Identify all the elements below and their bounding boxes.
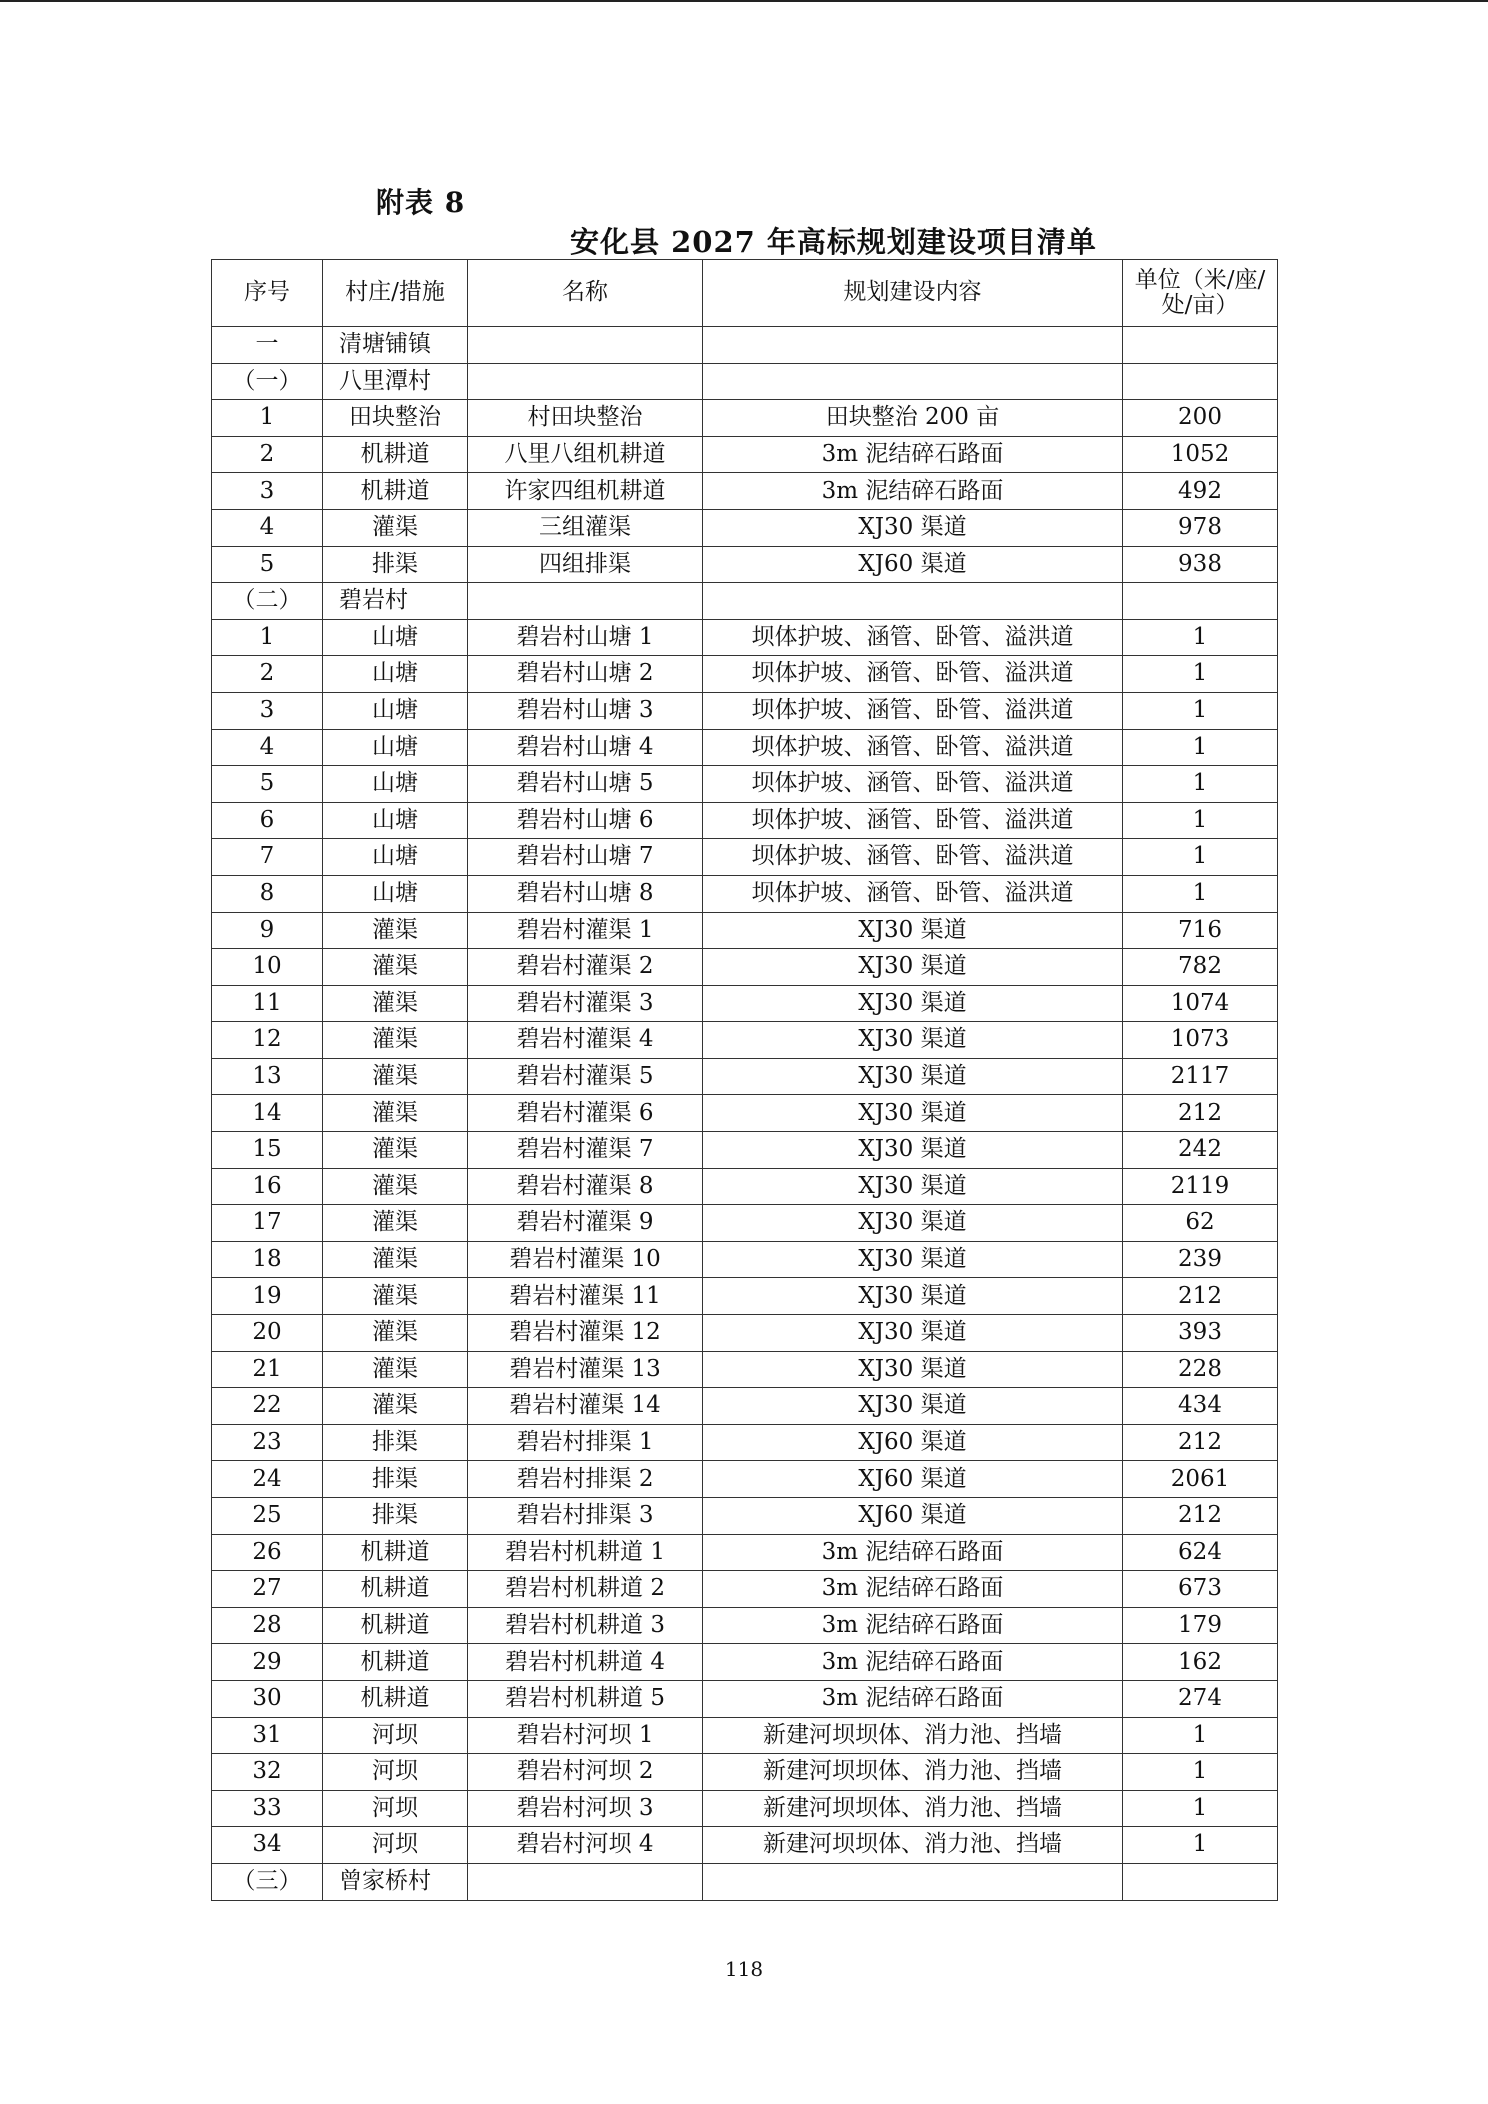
row-amount: 1: [1123, 1754, 1278, 1791]
row-number: 12: [212, 1022, 323, 1059]
row-name: 碧岩村山塘 3: [468, 692, 703, 729]
row-name: 碧岩村灌渠 10: [468, 1241, 703, 1278]
table-row: [212, 436, 1278, 473]
empty-cell: [468, 583, 703, 620]
table-row: [212, 656, 1278, 693]
row-number: 7: [212, 839, 323, 876]
row-content: 新建河坝坝体、消力池、挡墙: [703, 1827, 1123, 1864]
row-amount: 1: [1123, 839, 1278, 876]
row-amount: 1: [1123, 619, 1278, 656]
row-content: XJ30 渠道: [703, 912, 1123, 949]
row-content: 3m 泥结碎石路面: [703, 1571, 1123, 1608]
row-amount: 1052: [1123, 436, 1278, 473]
row-measure: 灌渠: [323, 1351, 468, 1388]
row-content: 3m 泥结碎石路面: [703, 1680, 1123, 1717]
row-number: 4: [212, 509, 323, 546]
table-body: [212, 327, 1278, 1901]
table-row: [212, 1388, 1278, 1425]
row-number: 2: [212, 656, 323, 693]
row-content: 3m 泥结碎石路面: [703, 1607, 1123, 1644]
row-number: 18: [212, 1241, 323, 1278]
table-row: [212, 1168, 1278, 1205]
row-name: 三组灌渠: [468, 509, 703, 546]
row-number: 16: [212, 1168, 323, 1205]
row-measure: 灌渠: [323, 985, 468, 1022]
row-measure: 灌渠: [323, 1168, 468, 1205]
row-amount: 1: [1123, 875, 1278, 912]
row-content: 坝体护坡、涵管、卧管、溢洪道: [703, 875, 1123, 912]
empty-cell: [468, 363, 703, 400]
row-name: 碧岩村河坝 1: [468, 1717, 703, 1754]
row-name: 碧岩村河坝 3: [468, 1790, 703, 1827]
row-amount: 1: [1123, 729, 1278, 766]
row-measure: 田块整治: [323, 400, 468, 437]
row-measure: 河坝: [323, 1827, 468, 1864]
header-content: 规划建设内容: [703, 260, 1123, 327]
row-name: 碧岩村机耕道 2: [468, 1571, 703, 1608]
row-number: 29: [212, 1644, 323, 1681]
row-name: 村田块整治: [468, 400, 703, 437]
row-measure: 河坝: [323, 1717, 468, 1754]
row-name: 碧岩村山塘 4: [468, 729, 703, 766]
empty-cell: [468, 327, 703, 364]
row-content: XJ30 渠道: [703, 1388, 1123, 1425]
row-measure: 机耕道: [323, 1644, 468, 1681]
row-number: 31: [212, 1717, 323, 1754]
row-number: 2: [212, 436, 323, 473]
row-content: XJ30 渠道: [703, 1095, 1123, 1132]
row-measure: 排渠: [323, 1461, 468, 1498]
row-name: 碧岩村山塘 5: [468, 766, 703, 803]
row-measure: 山塘: [323, 875, 468, 912]
row-number: 22: [212, 1388, 323, 1425]
row-content: XJ30 渠道: [703, 1315, 1123, 1352]
row-amount: 239: [1123, 1241, 1278, 1278]
row-amount: 938: [1123, 546, 1278, 583]
row-number: 11: [212, 985, 323, 1022]
section-name: 曾家桥村: [323, 1863, 468, 1900]
row-measure: 山塘: [323, 619, 468, 656]
row-measure: 灌渠: [323, 509, 468, 546]
row-amount: 228: [1123, 1351, 1278, 1388]
row-number: 24: [212, 1461, 323, 1498]
row-amount: 1: [1123, 1827, 1278, 1864]
row-content: 坝体护坡、涵管、卧管、溢洪道: [703, 619, 1123, 656]
row-amount: 212: [1123, 1095, 1278, 1132]
row-measure: 山塘: [323, 766, 468, 803]
row-name: 碧岩村灌渠 5: [468, 1058, 703, 1095]
row-number: 10: [212, 949, 323, 986]
row-name: 碧岩村灌渠 3: [468, 985, 703, 1022]
row-name: 碧岩村灌渠 8: [468, 1168, 703, 1205]
empty-cell: [1123, 1863, 1278, 1900]
row-content: 新建河坝坝体、消力池、挡墙: [703, 1754, 1123, 1791]
row-measure: 河坝: [323, 1790, 468, 1827]
row-name: 碧岩村河坝 4: [468, 1827, 703, 1864]
row-measure: 灌渠: [323, 1315, 468, 1352]
row-content: XJ30 渠道: [703, 1168, 1123, 1205]
row-name: 碧岩村机耕道 1: [468, 1534, 703, 1571]
row-measure: 灌渠: [323, 1022, 468, 1059]
row-amount: 212: [1123, 1278, 1278, 1315]
row-name: 碧岩村灌渠 9: [468, 1205, 703, 1242]
row-content: XJ60 渠道: [703, 1461, 1123, 1498]
table-row: [212, 473, 1278, 510]
section-name: 八里潭村: [323, 363, 468, 400]
row-amount: 782: [1123, 949, 1278, 986]
table-row: [212, 1827, 1278, 1864]
row-number: 25: [212, 1498, 323, 1535]
row-measure: 机耕道: [323, 436, 468, 473]
row-measure: 灌渠: [323, 949, 468, 986]
table-row: [212, 619, 1278, 656]
row-measure: 机耕道: [323, 473, 468, 510]
row-measure: 机耕道: [323, 1607, 468, 1644]
row-measure: 山塘: [323, 729, 468, 766]
row-measure: 山塘: [323, 692, 468, 729]
row-name: 八里八组机耕道: [468, 436, 703, 473]
row-amount: 2117: [1123, 1058, 1278, 1095]
row-amount: 1074: [1123, 985, 1278, 1022]
row-name: 碧岩村排渠 3: [468, 1498, 703, 1535]
section-name: 碧岩村: [323, 583, 468, 620]
empty-cell: [468, 1863, 703, 1900]
table-row: [212, 400, 1278, 437]
row-measure: 排渠: [323, 546, 468, 583]
table-row: [212, 802, 1278, 839]
row-number: 34: [212, 1827, 323, 1864]
row-content: XJ30 渠道: [703, 1205, 1123, 1242]
table-row: [212, 1132, 1278, 1169]
row-content: XJ30 渠道: [703, 1241, 1123, 1278]
table-row: [212, 1644, 1278, 1681]
row-amount: 2061: [1123, 1461, 1278, 1498]
row-name: 碧岩村排渠 1: [468, 1424, 703, 1461]
table-row: [212, 509, 1278, 546]
row-content: XJ30 渠道: [703, 949, 1123, 986]
row-content: XJ30 渠道: [703, 1132, 1123, 1169]
row-content: 坝体护坡、涵管、卧管、溢洪道: [703, 839, 1123, 876]
row-amount: 1: [1123, 656, 1278, 693]
row-measure: 排渠: [323, 1424, 468, 1461]
row-content: 新建河坝坝体、消力池、挡墙: [703, 1790, 1123, 1827]
row-amount: 673: [1123, 1571, 1278, 1608]
row-number: 26: [212, 1534, 323, 1571]
table-row: [212, 1424, 1278, 1461]
row-number: 32: [212, 1754, 323, 1791]
table-row: [212, 546, 1278, 583]
row-name: 碧岩村灌渠 2: [468, 949, 703, 986]
row-measure: 灌渠: [323, 1132, 468, 1169]
table-row: [212, 1241, 1278, 1278]
row-number: 4: [212, 729, 323, 766]
table-row: [212, 1461, 1278, 1498]
page-number: 118: [724, 1957, 764, 1981]
row-measure: 灌渠: [323, 1278, 468, 1315]
row-number: 14: [212, 1095, 323, 1132]
row-content: 坝体护坡、涵管、卧管、溢洪道: [703, 802, 1123, 839]
section-number: （三）: [212, 1863, 323, 1900]
appendix-label: 附表 8: [376, 186, 466, 219]
row-measure: 灌渠: [323, 1241, 468, 1278]
row-measure: 山塘: [323, 802, 468, 839]
empty-cell: [703, 327, 1123, 364]
row-content: 3m 泥结碎石路面: [703, 436, 1123, 473]
row-number: 3: [212, 473, 323, 510]
row-content: 3m 泥结碎石路面: [703, 473, 1123, 510]
header-village-measure: 村庄/措施: [323, 260, 468, 327]
table-row: [212, 766, 1278, 803]
row-amount: 179: [1123, 1607, 1278, 1644]
row-name: 碧岩村山塘 7: [468, 839, 703, 876]
table-row: [212, 1790, 1278, 1827]
row-number: 13: [212, 1058, 323, 1095]
table-row: [212, 1680, 1278, 1717]
row-name: 碧岩村排渠 2: [468, 1461, 703, 1498]
header-name: 名称: [468, 260, 703, 327]
row-name: 碧岩村灌渠 12: [468, 1315, 703, 1352]
row-name: 碧岩村灌渠 13: [468, 1351, 703, 1388]
row-name: 碧岩村灌渠 14: [468, 1388, 703, 1425]
table-row: [212, 1058, 1278, 1095]
row-content: 新建河坝坝体、消力池、挡墙: [703, 1717, 1123, 1754]
table-row: [212, 1351, 1278, 1388]
header-unit: 单位（米/座/处/亩）: [1123, 260, 1278, 327]
row-number: 33: [212, 1790, 323, 1827]
row-number: 28: [212, 1607, 323, 1644]
page-top-rule: [0, 0, 1488, 2]
row-number: 1: [212, 400, 323, 437]
table-row: [212, 1717, 1278, 1754]
row-content: 坝体护坡、涵管、卧管、溢洪道: [703, 656, 1123, 693]
row-amount: 162: [1123, 1644, 1278, 1681]
row-number: 21: [212, 1351, 323, 1388]
row-content: XJ30 渠道: [703, 1022, 1123, 1059]
row-number: 27: [212, 1571, 323, 1608]
row-name: 碧岩村灌渠 7: [468, 1132, 703, 1169]
row-amount: 1: [1123, 766, 1278, 803]
row-measure: 灌渠: [323, 1095, 468, 1132]
row-content: XJ30 渠道: [703, 1278, 1123, 1315]
table-row: [212, 1095, 1278, 1132]
row-name: 碧岩村灌渠 4: [468, 1022, 703, 1059]
row-content: 田块整治 200 亩: [703, 400, 1123, 437]
row-measure: 机耕道: [323, 1534, 468, 1571]
row-name: 碧岩村机耕道 3: [468, 1607, 703, 1644]
row-content: XJ30 渠道: [703, 1351, 1123, 1388]
row-amount: 624: [1123, 1534, 1278, 1571]
row-amount: 492: [1123, 473, 1278, 510]
row-amount: 978: [1123, 509, 1278, 546]
table-row: [212, 1498, 1278, 1535]
section-row: [212, 583, 1278, 620]
row-content: 3m 泥结碎石路面: [703, 1534, 1123, 1571]
empty-cell: [1123, 583, 1278, 620]
table-row: [212, 912, 1278, 949]
document-title: 安化县 2027 年高标规划建设项目清单: [570, 225, 1097, 259]
row-number: 19: [212, 1278, 323, 1315]
row-content: XJ60 渠道: [703, 1498, 1123, 1535]
row-measure: 排渠: [323, 1498, 468, 1535]
empty-cell: [703, 363, 1123, 400]
row-amount: 212: [1123, 1498, 1278, 1535]
row-content: 坝体护坡、涵管、卧管、溢洪道: [703, 729, 1123, 766]
row-number: 6: [212, 802, 323, 839]
row-amount: 434: [1123, 1388, 1278, 1425]
row-number: 1: [212, 619, 323, 656]
row-name: 碧岩村山塘 8: [468, 875, 703, 912]
row-content: 3m 泥结碎石路面: [703, 1644, 1123, 1681]
row-amount: 1: [1123, 1717, 1278, 1754]
empty-cell: [1123, 327, 1278, 364]
section-number: 一: [212, 327, 323, 364]
row-name: 碧岩村灌渠 1: [468, 912, 703, 949]
row-content: XJ30 渠道: [703, 985, 1123, 1022]
row-content: 坝体护坡、涵管、卧管、溢洪道: [703, 692, 1123, 729]
row-number: 5: [212, 546, 323, 583]
section-name: 清塘铺镇: [323, 327, 468, 364]
row-measure: 河坝: [323, 1754, 468, 1791]
row-name: 碧岩村山塘 6: [468, 802, 703, 839]
table-row: [212, 839, 1278, 876]
table-row: [212, 1607, 1278, 1644]
row-amount: 2119: [1123, 1168, 1278, 1205]
empty-cell: [703, 1863, 1123, 1900]
table-header-row: [212, 260, 1278, 327]
row-name: 碧岩村机耕道 4: [468, 1644, 703, 1681]
header-no: 序号: [212, 260, 323, 327]
row-number: 3: [212, 692, 323, 729]
row-number: 17: [212, 1205, 323, 1242]
table-row: [212, 1315, 1278, 1352]
section-number: （二）: [212, 583, 323, 620]
table-row: [212, 1022, 1278, 1059]
row-amount: 1: [1123, 802, 1278, 839]
section-row: [212, 1863, 1278, 1900]
table-row: [212, 985, 1278, 1022]
row-name: 碧岩村灌渠 6: [468, 1095, 703, 1132]
project-table: [211, 259, 1278, 1901]
row-content: 坝体护坡、涵管、卧管、溢洪道: [703, 766, 1123, 803]
row-amount: 200: [1123, 400, 1278, 437]
row-name: 碧岩村山塘 1: [468, 619, 703, 656]
row-name: 许家四组机耕道: [468, 473, 703, 510]
row-measure: 灌渠: [323, 912, 468, 949]
empty-cell: [703, 583, 1123, 620]
row-number: 20: [212, 1315, 323, 1352]
table-row: [212, 1205, 1278, 1242]
table-row: [212, 1534, 1278, 1571]
row-number: 8: [212, 875, 323, 912]
empty-cell: [1123, 363, 1278, 400]
table-row: [212, 1754, 1278, 1791]
row-content: XJ60 渠道: [703, 546, 1123, 583]
row-measure: 机耕道: [323, 1571, 468, 1608]
row-amount: 716: [1123, 912, 1278, 949]
row-name: 碧岩村河坝 2: [468, 1754, 703, 1791]
table-row: [212, 949, 1278, 986]
row-amount: 242: [1123, 1132, 1278, 1169]
row-number: 23: [212, 1424, 323, 1461]
row-amount: 212: [1123, 1424, 1278, 1461]
row-amount: 1: [1123, 692, 1278, 729]
row-measure: 机耕道: [323, 1680, 468, 1717]
row-measure: 山塘: [323, 839, 468, 876]
table-row: [212, 692, 1278, 729]
section-row: [212, 363, 1278, 400]
row-number: 5: [212, 766, 323, 803]
row-content: XJ30 渠道: [703, 509, 1123, 546]
row-number: 15: [212, 1132, 323, 1169]
row-number: 9: [212, 912, 323, 949]
row-number: 30: [212, 1680, 323, 1717]
row-amount: 1073: [1123, 1022, 1278, 1059]
row-name: 四组排渠: [468, 546, 703, 583]
row-amount: 1: [1123, 1790, 1278, 1827]
row-name: 碧岩村山塘 2: [468, 656, 703, 693]
row-content: XJ30 渠道: [703, 1058, 1123, 1095]
row-measure: 灌渠: [323, 1388, 468, 1425]
section-row: [212, 327, 1278, 364]
row-measure: 灌渠: [323, 1058, 468, 1095]
row-name: 碧岩村机耕道 5: [468, 1680, 703, 1717]
table-row: [212, 1278, 1278, 1315]
table-row: [212, 729, 1278, 766]
row-amount: 393: [1123, 1315, 1278, 1352]
table-row: [212, 875, 1278, 912]
row-measure: 灌渠: [323, 1205, 468, 1242]
section-number: （一）: [212, 363, 323, 400]
row-name: 碧岩村灌渠 11: [468, 1278, 703, 1315]
row-measure: 山塘: [323, 656, 468, 693]
table-row: [212, 1571, 1278, 1608]
row-amount: 274: [1123, 1680, 1278, 1717]
row-content: XJ60 渠道: [703, 1424, 1123, 1461]
row-amount: 62: [1123, 1205, 1278, 1242]
